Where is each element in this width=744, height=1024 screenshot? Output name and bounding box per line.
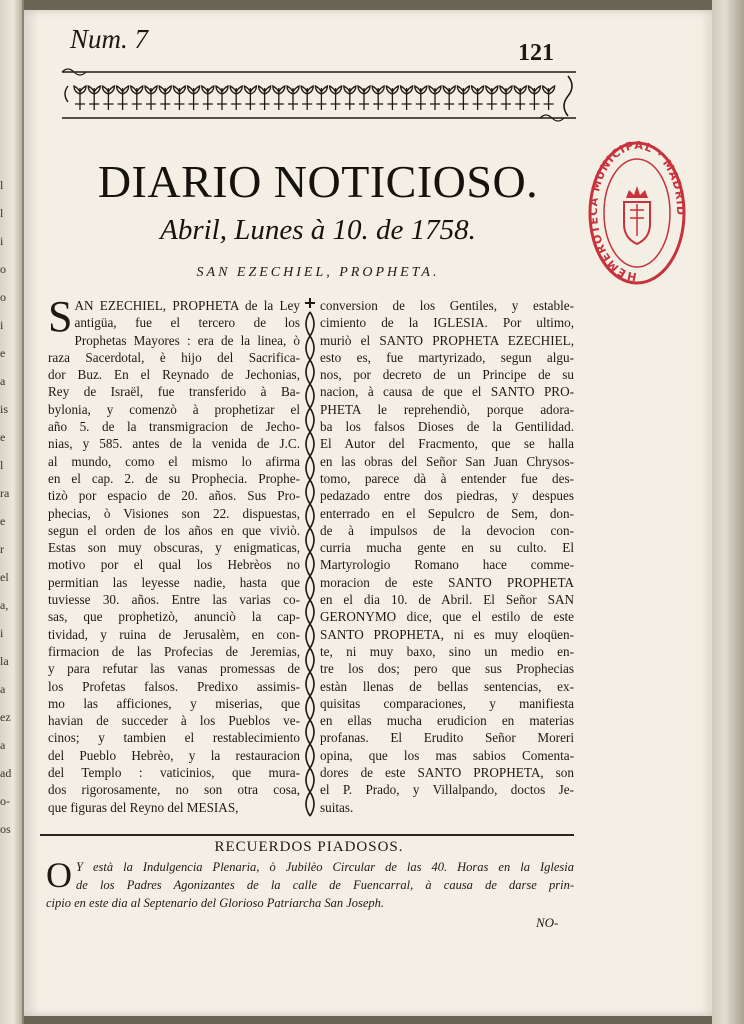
text-line: tre los dos; pero que sus Prophecias: [320, 661, 574, 677]
text-line: conversion de los Gentiles, y estable-: [320, 298, 574, 313]
column-divider-icon: [302, 298, 318, 818]
text-line: dor Buz. En el Reynado de Jechonias,: [48, 367, 300, 383]
text-line: nacion, à causa de que el SANTO PRO-: [320, 384, 574, 400]
text-line: tizò por espacio de 20. años. Sus Pro-: [48, 488, 300, 504]
text-line: en el dia 10. de Abril. El Señor SAN: [320, 592, 574, 608]
text-line: Prophetas Mayores : era de la linea, ò: [74, 332, 300, 348]
right-column: [320, 297, 574, 816]
text-line: en ellas mucha erudicion en materias: [320, 713, 574, 729]
text-line: bylonia, y comenzò à prophetizar el: [48, 401, 300, 417]
previous-page-fragment: l: [0, 178, 4, 192]
previous-page-fragment: o: [0, 262, 6, 276]
text-line: pedazado entre dos piedras, y despues: [320, 488, 574, 504]
text-line: de à impulsos de la devocion con-: [320, 522, 574, 538]
previous-page-fragment: la: [0, 654, 9, 668]
date-line: Abril, Lunes à 10. de 1758.: [160, 214, 476, 246]
text-line: curria mucha gente en su culto. El: [320, 540, 574, 556]
previous-page-fragment: i: [0, 318, 4, 332]
notice-line: Y està la Indulgencia Plenaria, ò Jubilèo Circular de las 40. Horas en la Iglesia: [76, 860, 574, 874]
previous-page-fragment: a: [0, 374, 6, 388]
text-line: profanas. El Erudito Señor Moreri: [320, 730, 574, 746]
library-stamp-icon: [586, 138, 688, 288]
text-line: ba los falsos Dioses de la Gentilidad.: [320, 419, 574, 435]
catchword: NO-: [536, 915, 559, 930]
text-line: tividad, y ruina de Jerusalèm, en con-: [48, 626, 300, 642]
ornament-border-icon: [58, 62, 580, 122]
previous-page-fragment: i: [0, 234, 4, 248]
masthead-title: DIARIO NOTICIOSO.: [97, 156, 539, 207]
previous-page-fragment: o-: [0, 794, 10, 808]
text-line: dos rigorosamente, no son otra cosa,: [48, 782, 300, 798]
recuerdos-heading: RECUERDOS PIADOSOS.: [214, 839, 404, 855]
section-rule: [40, 834, 574, 836]
page-number: 121: [518, 40, 554, 66]
text-line: segun el orden de los años en que viviò.: [48, 522, 300, 538]
text-line: phecias, ò Visiones son 22. dispuestas,: [48, 505, 300, 521]
previous-page-fragment: el: [0, 570, 9, 584]
text-line: Martyrologio Romano hace comme-: [320, 557, 574, 573]
drop-cap: S: [48, 292, 73, 341]
text-line: te, ni muy baxo, sino un medio en-: [320, 643, 574, 659]
text-line: en las obras del Señor San Juan Chrysos-: [320, 453, 574, 469]
text-line: los Profetas falsos. Predixo assimis-: [48, 678, 300, 694]
text-line: SANTO PROPHETA, ni es muy eloqüen-: [320, 626, 574, 642]
text-line: havian de succeder à los Pueblos ve-: [48, 713, 300, 729]
recuerdos-notice: [46, 855, 574, 912]
text-line: y para refutar las vanas promessas de: [48, 661, 300, 677]
previous-page-fragment: ez: [0, 710, 11, 724]
notice-line: cipio en este dia al Septenario del Glorioso Patriarcha San Joseph.: [46, 896, 385, 910]
text-line: motivo por el qual los Hebrèos no: [48, 557, 300, 573]
previous-page-fragment: is: [0, 402, 9, 416]
previous-page-edge: [0, 0, 24, 1024]
previous-page-fragment: e: [0, 430, 6, 444]
previous-page-fragment: i: [0, 626, 4, 640]
previous-page-fragment: l: [0, 458, 4, 472]
previous-page-fragment: e: [0, 514, 6, 528]
text-line: del Pueblo Hebrèo, y la restauracion: [48, 747, 300, 763]
text-line: Estas son muy obscuras, y enigmaticas,: [48, 540, 300, 556]
text-line: sas, que prophetizò, anunciò la cap-: [48, 609, 300, 625]
previous-page-fragment: os: [0, 822, 11, 836]
text-line: nias, y 585. antes de la venida de J.C.: [48, 436, 300, 452]
text-line: PHETA le reprehendiò, porque adora-: [320, 401, 574, 417]
newspaper-page: [24, 10, 712, 1016]
text-line: suitas.: [320, 799, 354, 815]
previous-page-fragment: a: [0, 682, 6, 696]
text-line: opina, que los mas sabios Comenta-: [320, 747, 574, 763]
text-line: GERONYMO dice, que el estilo de este: [320, 609, 574, 625]
text-line: el P. Prado, y Villalpando, doctos Je-: [320, 782, 574, 798]
text-line: del Templo : vaticinios, que mura-: [48, 765, 300, 781]
notice-drop-cap: O: [46, 855, 72, 895]
text-line: tomo, parece dà à entender fue des-: [320, 470, 574, 486]
previous-page-fragment: o: [0, 290, 6, 304]
text-line: tuviesse 30. años. Entre las varias co-: [48, 592, 300, 608]
text-line: AN EZECHIEL, PROPHETA de la Ley: [74, 298, 300, 313]
text-line: quisitas comparaciones, y manifiesta: [320, 695, 574, 711]
text-line: nos, por decreto de un Principe de su: [320, 367, 574, 383]
text-line: en el cap. 2. de su Prophecia. Prophe-: [48, 470, 300, 486]
previous-page-fragment: a: [0, 738, 6, 752]
text-line: Rey de Israël, fue transferido à Ba-: [48, 384, 300, 400]
saint-of-the-day: SAN EZECHIEL, PROPHETA.: [196, 265, 440, 280]
text-line: antigüa, fue el tercero de los: [74, 315, 300, 331]
previous-page-fragment: e: [0, 346, 6, 360]
text-line: año 5. de la transmigracion de Jecho-: [48, 419, 300, 435]
text-line: esto es, fue martyrizado, segun algu-: [320, 349, 574, 365]
previous-page-fragment: r: [0, 542, 4, 556]
issue-number: Num. 7: [70, 24, 149, 54]
text-line: muriò el SANTO PROPHETA EZECHIEL,: [320, 332, 574, 348]
text-line: al mundo, como el mismo lo afirma: [48, 453, 300, 469]
text-line: dores de este SANTO PROPHETA, son: [320, 765, 574, 781]
previous-page-fragment: l: [0, 206, 4, 220]
text-line: raza Sacerdotal, è hijo del Sacrifica-: [48, 349, 300, 365]
text-line: enterrado en el Sepulcro de Sem, don-: [320, 505, 574, 521]
left-column: [48, 292, 300, 816]
stamp-text: HEMEROTECA MUNICIPAL · MADRID: [587, 138, 688, 284]
text-line: que figuras del Reyno del MESIAS,: [48, 799, 239, 815]
previous-page-fragment: ra: [0, 486, 10, 500]
text-line: firmacion de las Profecias de Jeremias,: [48, 643, 300, 659]
text-line: El Autor del Fracmento, que se halla: [320, 436, 574, 452]
text-line: cimiento de la IGLESIA. Por ultimo,: [320, 315, 574, 331]
previous-page-fragment: a,: [0, 598, 9, 612]
text-line: estàn llenas de bellas sentencias, ex-: [320, 678, 574, 694]
book-edge: [712, 0, 744, 1024]
text-line: permitian las leyesse nadie, hasta que: [48, 574, 300, 590]
previous-page-fragment: ad: [0, 766, 12, 780]
text-line: mo las afficiones, y miserias, que: [48, 695, 300, 711]
text-line: moracion de este SANTO PROPHETA: [320, 574, 574, 590]
notice-line: de los Padres Agonizantes de la calle de Fuencarral, à causa de darse prin-: [76, 878, 574, 892]
text-line: cinos; y tambien el restablecimiento: [48, 730, 300, 746]
